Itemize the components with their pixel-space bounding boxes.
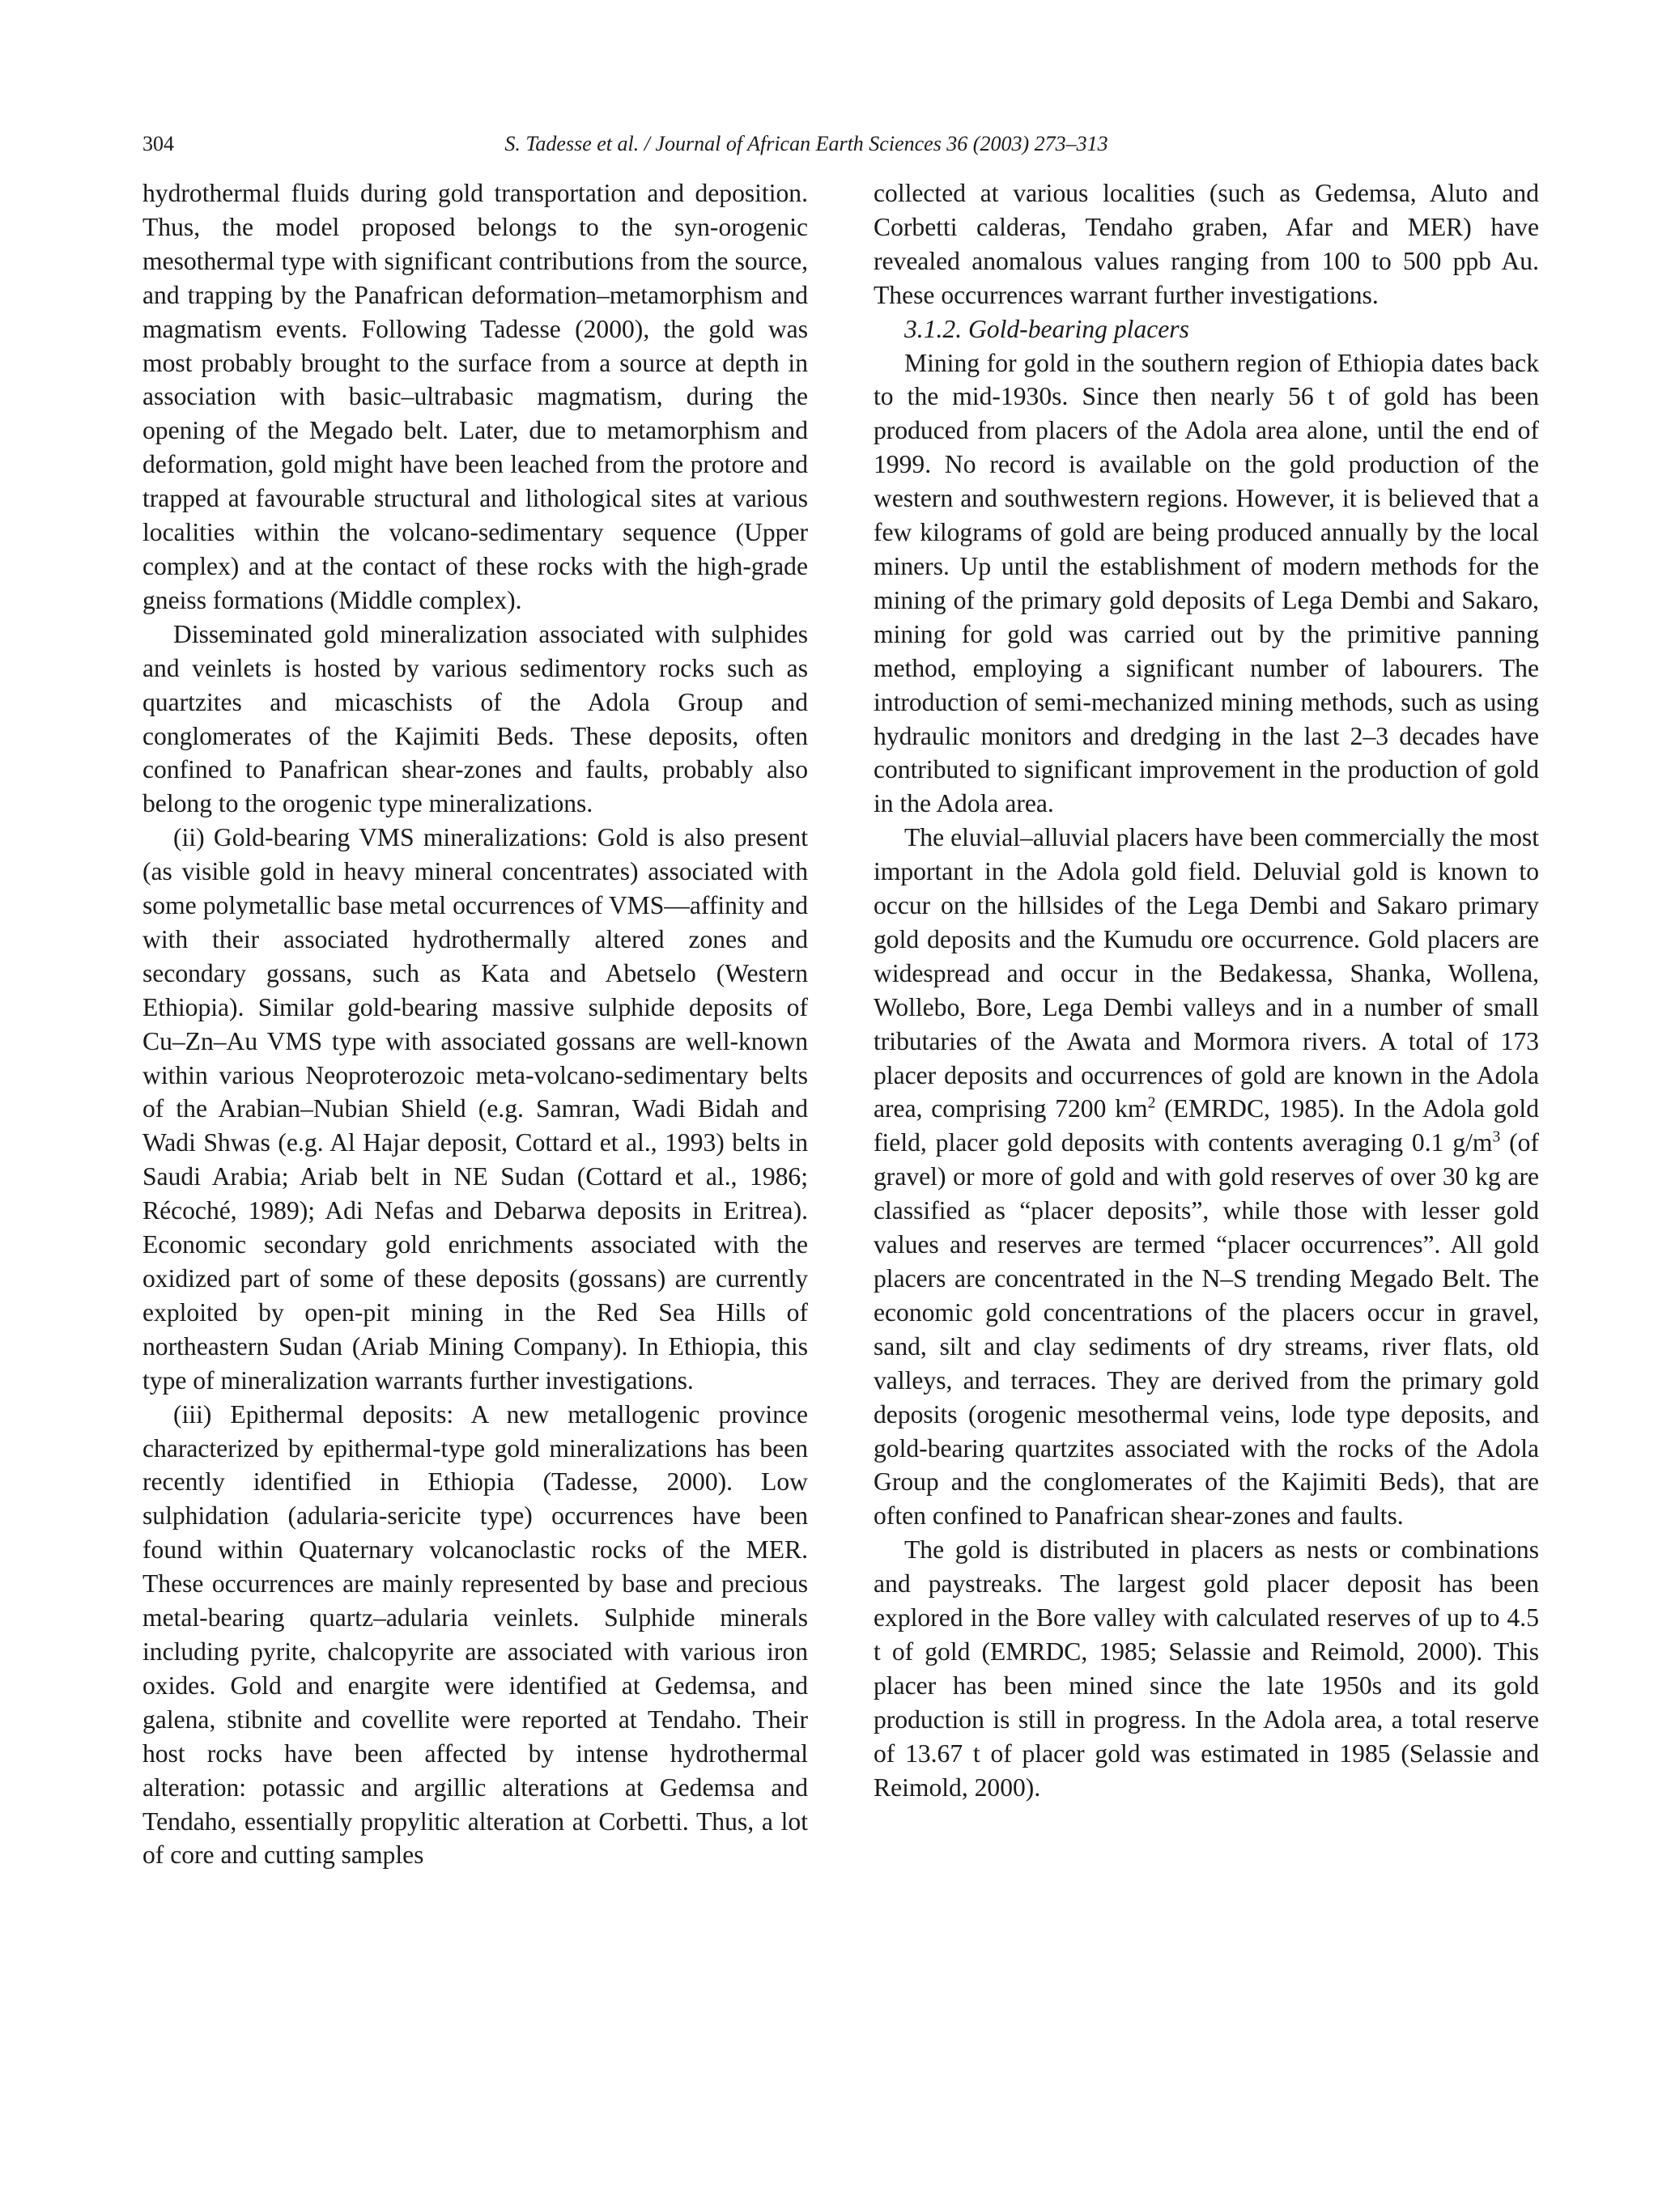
paragraph: Mining for gold in the southern region of Ethiopia dates back to the mid-1930s. Since then nearly 56 t of gold has been produced from placers of the Adola area alone, until the end of 1999. No record is available on the gold production of the western and southwestern regions. However, it is believed that a few kilograms of gold are being produced annually by the local miners. Up until the establishment of modern methods for the mining of the primary gold deposits of Lega Dembi and Sakaro, mining for gold was carried out by the primitive panning method, employing a significant number of labourers. The introduction of semi-mechanized mining methods, such as using hydraulic monitors and dredging in the last 2–3 decades have contributed to significant improvement in the production of gold in the Adola area. — [874, 348, 1539, 818]
page-header — [142, 128, 1627, 160]
superscript: 2 — [1147, 1094, 1156, 1112]
paragraph: hydrothermal fluids during gold transportation and deposition. Thus, the model proposed belongs to the syn-orogenic mesothermal type with significant contributions from the source, and trapping by the Panafrican deformation–metamorphism and magmatism events. Following Tadesse (2000), the gold was most probably brought to the surface from a source at depth in association with basic–ultrabasic magmatism, during the opening of the Megado belt. Later, due to metamorphism and deformation, gold might have been leached from the protore and trapped at favourable structural and lithological sites at various localities within the volcano-sedimentary sequence (Upper complex) and at the contact of these rocks with the high-grade gneiss formations (Middle complex). — [142, 179, 808, 614]
paragraph: The gold is distributed in placers as nests or combinations and paystreaks. The largest gold placer deposit has been explored in the Bore valley with calculated reserves of up to 4.5 t of gold (EMRDC, 1985; Selassie and Reimold, 2000). This placer has been mined since the late 1950s and its gold production is still in progress. In the Adola area, a total reserve of 13.67 t of placer gold was estimated in 1985 (Selassie and Reimold, 2000). — [874, 1535, 1539, 1802]
superscript: 3 — [1492, 1128, 1501, 1146]
right-column — [874, 176, 1539, 1805]
paragraph-text: (EMRDC, 1985). In the Adola gold field, placer gold deposits with contents averaging 0.1 g/m — [874, 1094, 1539, 1157]
left-column — [142, 176, 808, 1872]
paragraph-text: (of gravel) or more of gold and with gold reserves of over 30 kg are classified as “placer deposits”, while those with lesser gold values and reserves are termed “placer occurrences”. All gold placers are concentrated in the N–S trending Megado Belt. The economic gold concentrations of the placers occur in gravel, sand, silt and clay sediments of dry streams, river flats, old valleys, and terraces. They are derived from the primary gold deposits (orogenic mesothermal veins, lode type deposits, and gold-bearing quartzites associated with the rocks of the Adola Group and the conglomerates of the Kajimiti Beds), that are often confined to Panafrican shear-zones and faults. — [874, 1128, 1539, 1531]
paragraph: (ii) Gold-bearing VMS mineralizations: Gold is also present (as visible gold in heavy mineral concentrates) associated with some polymetallic base metal occurrences of VMS—affinity and with their associated hydrothermally altered zones and secondary gossans, such as Kata and Abetselo (Western Ethiopia). Similar gold-bearing massive sulphide deposits of Cu–Zn–Au VMS type with associated gossans are well-known within various Neoproterozoic meta-volcano-sedimentary belts of the Arabian–Nubian Shield (e.g. Samran, Wadi Bidah and Wadi Shwas (e.g. Al Hajar deposit, Cottard et al., 1993) belts in Saudi Arabia; Ariab belt in NE Sudan (Cottard et al., 1986; Récoché, 1989); Adi Nefas and Debarwa deposits in Eritrea). Economic secondary gold enrichments associated with the oxidized part of some of these deposits (gossans) are currently exploited by open-pit mining in the Red Sea Hills of northeastern Sudan (Ariab Mining Company). In Ethiopia, this type of mineralization warrants further investigations. — [142, 823, 808, 1395]
paragraph — [874, 821, 1539, 1533]
paragraph-text: The eluvial–alluvial placers have been commercially the most important in the Adola gold field. Deluvial gold is known to occur on the hillsides of the Lega Dembi and Sakaro primary gold deposits and the Kumudu ore occurrence. Gold placers are widespread and occur in the Bedakessa, Shanka, Wollena, Wollebo, Bore, Lega Dembi valleys and in a number of small tributaries of the Awata and Mormora rivers. A total of 173 placer deposits and occurrences of gold are known in the Adola area, comprising 7200 km — [874, 823, 1539, 1123]
running-title: S. Tadesse et al. / Journal of African Earth Sciences 36 (2003) 273–313 — [504, 132, 1108, 155]
paragraph: collected at various localities (such as Gedemsa, Aluto and Corbetti calderas, Tendaho graben, Afar and MER) have revealed anomalous values ranging from 100 to 500 ppb Au. These occurrences warrant further investigations. — [874, 179, 1539, 309]
paragraph: (iii) Epithermal deposits: A new metallogenic province characterized by epithermal-type gold mineralizations has been recently identified in Ethiopia (Tadesse, 2000). Low sulphidation (adularia-sericite type) occurrences have been found within Quaternary volcanoclastic rocks of the MER. These occurrences are mainly represented by base and precious metal-bearing quartz–adularia veinlets. Sulphide minerals including pyrite, chalcopyrite are associated with various iron oxides. Gold and enargite were identified at Gedemsa, and galena, stibnite and covellite were reported at Tendaho. Their host rocks have been affected by intense hydrothermal alteration: potassic and argillic alterations at Gedemsa and Tendaho, essentially propylitic alteration at Corbetti. Thus, a lot of core and cutting samples — [142, 1399, 808, 1870]
page-number: 304 — [142, 132, 174, 155]
section-heading: 3.1.2. Gold-bearing placers — [904, 314, 1189, 343]
paragraph: Disseminated gold mineralization associated with sulphides and veinlets is hosted by various sedimentory rocks such as quartzites and micaschists of the Adola Group and conglomerates of the Kajimiti Beds. These deposits, often confined to Panafrican shear-zones and faults, probably also belong to the orogenic type mineralizations. — [142, 619, 808, 818]
